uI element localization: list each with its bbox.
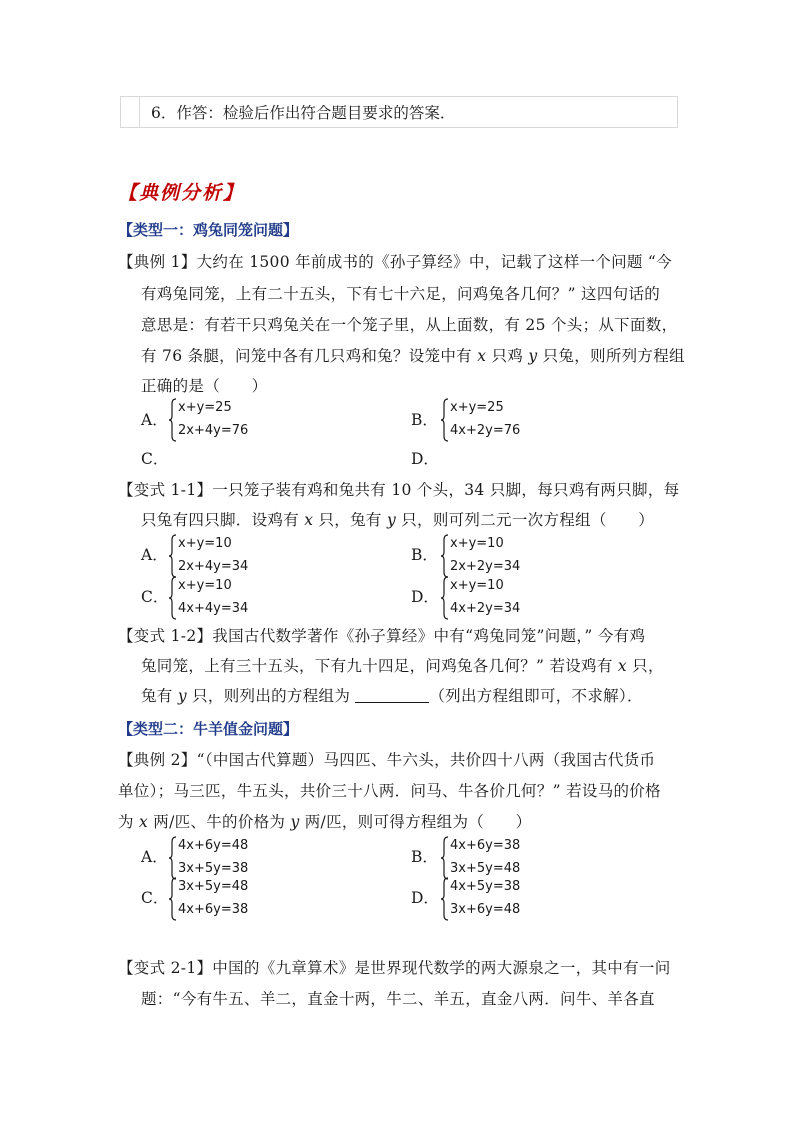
brace-icon — [440, 534, 450, 578]
v11-option-a-label: A． — [141, 546, 168, 564]
ex1-line-2: 有鸡兔同笼，上有二十五头，下有七十六足，问鸡兔各几何？” 这四句话的 — [141, 285, 661, 303]
v21-line-2: 题：“今有牛五、羊二，直金十两，牛二、羊五，直金八两．问牛、羊各直 — [141, 990, 655, 1008]
brace-icon — [168, 877, 178, 921]
ex2-option-b-system — [440, 836, 550, 880]
v11-option-b-label: B． — [411, 546, 438, 564]
equation: 4x+5y=38 — [450, 879, 521, 894]
answer-blank[interactable] — [355, 686, 429, 703]
equation: 2x+4y=34 — [178, 559, 249, 574]
v11-line-1: 【变式 1-1】一只笼子装有鸡和兔共有 10 个头，34 只脚，每只鸡有两只脚，每 — [118, 481, 680, 499]
ex1-line-3: 意思是：有若干只鸡兔关在一个笼子里，从上面数，有 25 个头；从下面数， — [141, 316, 678, 334]
equation: x+y=10 — [178, 578, 232, 593]
ex1-option-a-label: A． — [141, 411, 168, 429]
equation: 4x+6y=38 — [450, 838, 521, 853]
ex2-line-2: 单位）；马三匹，牛五头，共价三十八两．问马、牛各价几何？” 若设马的价格 — [118, 782, 661, 800]
v11-option-a-system — [168, 534, 278, 578]
ex1-option-d-label: D． — [411, 450, 439, 468]
v12-line-3: 兔有 y 只，则列出的方程组为 （列出方程组即可，不求解）． — [141, 687, 643, 705]
v11-option-b-system — [440, 534, 550, 578]
ex2-option-a-system — [168, 836, 278, 880]
v11-option-d-system — [440, 576, 550, 620]
v11-option-c-system — [168, 576, 278, 620]
equation: 4x+2y=34 — [450, 601, 521, 616]
brace-icon — [440, 877, 450, 921]
equation: x+y=25 — [450, 400, 504, 415]
v21-line-1: 【变式 2-1】中国的《九章算术》是世界现代数学的两大源泉之一，其中有一问 — [118, 959, 671, 977]
v11-option-c-label: C． — [141, 588, 169, 606]
v12-line-2: 兔同笼，上有三十五头，下有九十四足，问鸡兔各几何？” 若设鸡有 x 只， — [141, 657, 664, 675]
ex2-option-c-label: C． — [141, 889, 169, 907]
equation: 3x+6y=48 — [450, 902, 521, 917]
ex1-line-5: 正确的是（ ） — [141, 377, 268, 395]
brace-icon — [440, 398, 450, 442]
brace-icon — [168, 398, 178, 442]
ex2-option-d-label: D． — [411, 889, 439, 907]
equation: 4x+6y=38 — [178, 902, 249, 917]
ex1-option-c-label: C． — [141, 450, 169, 468]
equation: x+y=10 — [450, 536, 504, 551]
equation: 4x+4y=34 — [178, 601, 249, 616]
v11-option-d-label: D． — [411, 588, 439, 606]
type-1-title: 【类型一：鸡兔同笼问题】 — [118, 221, 299, 239]
steps-box — [120, 96, 678, 128]
brace-icon — [168, 534, 178, 578]
equation: x+y=25 — [178, 400, 232, 415]
section-title: 【典例分析】 — [118, 182, 245, 204]
ex1-option-a-system — [168, 398, 278, 442]
type-2-title: 【类型二：牛羊值金问题】 — [118, 720, 299, 738]
ex1-line-4: 有 76 条腿，问笼中各有几只鸡和兔？设笼中有 x 只鸡 y 只兔，则所列方程组 — [141, 347, 685, 365]
ex2-option-a-label: A． — [141, 848, 168, 866]
equation: 2x+4y=76 — [178, 423, 249, 438]
v12-line-1: 【变式 1-2】我国古代数学著作《孙子算经》中有“鸡兔同笼”问题，” 今有鸡 — [118, 627, 646, 645]
equation: x+y=10 — [450, 578, 504, 593]
brace-icon — [168, 576, 178, 620]
box-divider — [139, 97, 140, 127]
equation: 3x+5y=48 — [178, 879, 249, 894]
equation: x+y=10 — [178, 536, 232, 551]
equation: 4x+2y=76 — [450, 423, 521, 438]
ex2-line-1: 【典例 2】“（中国古代算题）马四匹、牛六头，共价四十八两（我国古代货币 — [118, 751, 656, 769]
equation: 3x+5y=38 — [178, 861, 249, 876]
ex2-option-d-system — [440, 877, 550, 921]
brace-icon — [440, 576, 450, 620]
step-6-text: 6．作答：检验后作出符合题目要求的答案． — [151, 104, 456, 122]
equation: 2x+2y=34 — [450, 559, 521, 574]
ex1-line-1: 【典例 1】大约在 1500 年前成书的《孙子算经》中，记载了这样一个问题 “今 — [118, 253, 672, 271]
brace-icon — [440, 836, 450, 880]
equation: 3x+5y=48 — [450, 861, 521, 876]
ex1-option-b-label: B． — [411, 411, 438, 429]
ex2-line-3: 为 x 两/匹、牛的价格为 y 两/匹，则可得方程组为（ ） — [118, 813, 532, 831]
ex2-option-b-label: B． — [411, 848, 438, 866]
ex2-option-c-system — [168, 877, 278, 921]
brace-icon — [168, 836, 178, 880]
equation: 4x+6y=48 — [178, 838, 249, 853]
ex1-option-b-system — [440, 398, 550, 442]
v11-line-2: 只兔有四只脚．设鸡有 x 只，兔有 y 只，则可列二元一次方程组（ ） — [141, 511, 655, 529]
